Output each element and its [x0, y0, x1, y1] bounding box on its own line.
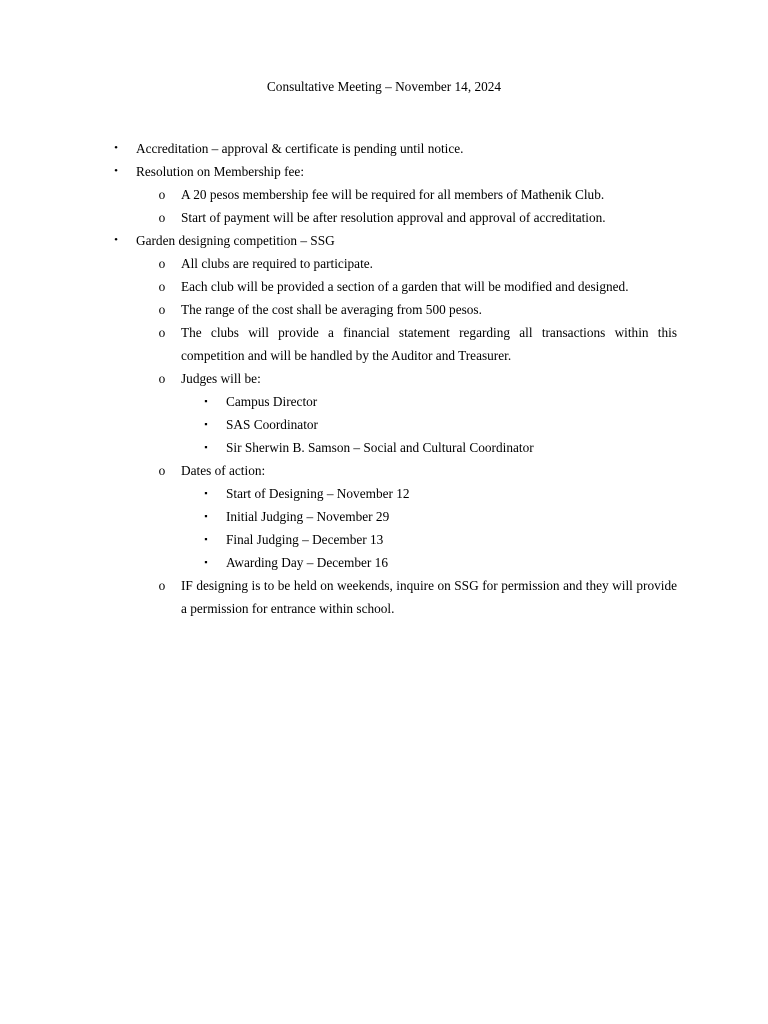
sub-sub-list-item-text: Initial Judging – November 29 [226, 509, 390, 524]
bullet-icon: • [114, 142, 118, 154]
circle-bullet-icon: o [158, 187, 166, 202]
sub-sub-list-item [0, 551, 768, 574]
sub-sub-list-item-text: Final Judging – December 13 [226, 532, 384, 547]
square-bullet-icon: ▪ [204, 534, 208, 544]
sub-list-item [0, 298, 768, 321]
sub-sub-list-item [0, 482, 768, 505]
square-bullet-icon: ▪ [204, 442, 208, 452]
sub-sub-list-item-text: Campus Director [226, 394, 318, 409]
document-title: Consultative Meeting – November 14, 2024 [266, 79, 502, 94]
sub-sub-list-item-text: Start of Designing – November 12 [226, 486, 410, 501]
circle-bullet-icon: o [158, 279, 166, 294]
sub-list-item-text: Each club will be provided a section of a garden that will be modified and designed. [181, 279, 629, 294]
sub-sub-list-item [0, 505, 768, 528]
sub-list-item-text: The range of the cost shall be averaging from 500 pesos. [181, 302, 482, 317]
sub-sub-list-item-text: SAS Coordinator [226, 417, 318, 432]
document-body [0, 137, 768, 620]
bullet-icon: • [114, 234, 118, 246]
circle-bullet-icon: o [158, 256, 166, 271]
square-bullet-icon: ▪ [204, 557, 208, 567]
circle-bullet-icon: o [158, 302, 166, 317]
sub-list-item [0, 206, 768, 229]
sub-list-item [0, 574, 768, 620]
list-item [0, 160, 768, 183]
square-bullet-icon: ▪ [204, 396, 208, 406]
sub-sub-list-item [0, 436, 768, 459]
circle-bullet-icon: o [158, 325, 166, 340]
square-bullet-icon: ▪ [204, 511, 208, 521]
list-item-text: Garden designing competition – SSG [136, 233, 335, 248]
sub-list-item [0, 252, 768, 275]
list-item-text: Accreditation – approval & certificate is pending until notice. [136, 141, 464, 156]
bullet-icon: • [114, 165, 118, 177]
sub-list-item-text: IF designing is to be held on weekends, inquire on SSG for permission and they will provide a permission for entrance within school. [181, 578, 677, 616]
circle-bullet-icon: o [158, 371, 166, 386]
circle-bullet-icon: o [158, 210, 166, 225]
sub-list-item-text: Start of payment will be after resolution approval and approval of accreditation. [181, 210, 606, 225]
circle-bullet-icon: o [158, 463, 166, 478]
sub-list-item-text: A 20 pesos membership fee will be required for all members of Mathenik Club. [181, 187, 605, 202]
sub-list-item-text: The clubs will provide a financial statement regarding all transactions within this competition and will be handled by the Auditor and Treasurer. [181, 325, 677, 363]
sub-sub-list-item-text: Sir Sherwin B. Samson – Social and Cultural Coordinator [226, 440, 534, 455]
square-bullet-icon: ▪ [204, 488, 208, 498]
sub-sub-list-item [0, 528, 768, 551]
sub-sub-list-item [0, 390, 768, 413]
sub-list-item [0, 321, 768, 367]
sub-list-item-text: Dates of action: [181, 463, 266, 478]
sub-list-item-text: All clubs are required to participate. [181, 256, 373, 271]
sub-sub-list-item-text: Awarding Day – December 16 [226, 555, 388, 570]
square-bullet-icon: ▪ [204, 419, 208, 429]
sub-list-item [0, 459, 768, 482]
sub-sub-list-item [0, 413, 768, 436]
list-item [0, 137, 768, 160]
list-item [0, 229, 768, 252]
sub-list-item [0, 275, 768, 298]
list-item-text: Resolution on Membership fee: [136, 164, 305, 179]
sub-list-item [0, 367, 768, 390]
sub-list-item [0, 183, 768, 206]
circle-bullet-icon: o [158, 578, 166, 593]
sub-list-item-text: Judges will be: [181, 371, 261, 386]
